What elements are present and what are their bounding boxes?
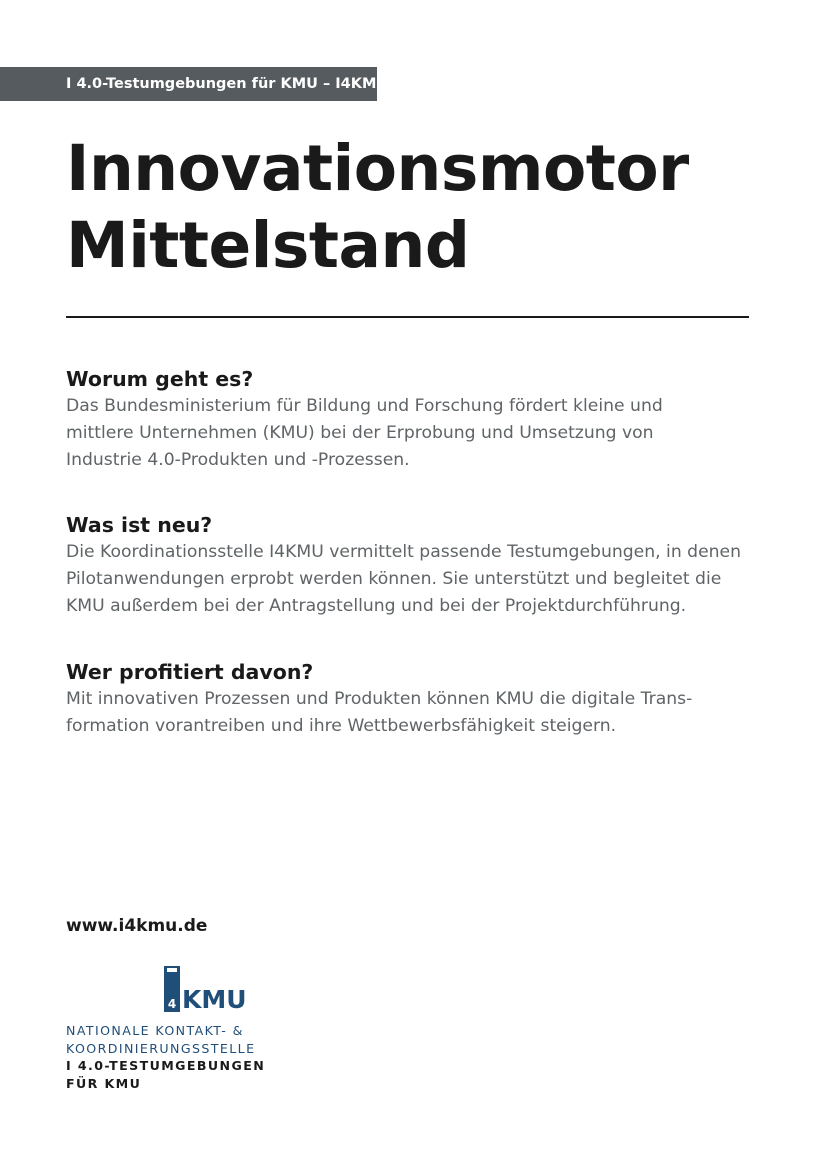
body-line: Das Bundesministerium für Bildung und Forschung fördert kleine und <box>66 396 663 416</box>
title-line-1: Innovationsmotor <box>66 132 689 205</box>
body-line: Pilotanwendungen erprobt werden können. Sie unterstützt und begleitet die <box>66 569 722 589</box>
body-line: Die Koordinationsstelle I4KMU vermittelt passende Testumgebungen, in denen <box>66 542 742 562</box>
section-neu <box>66 511 756 620</box>
body-line: mittlere Unternehmen (KMU) bei der Erprobung und Umsetzung von <box>66 423 654 443</box>
org-description <box>66 1022 265 1092</box>
section-worum <box>66 365 756 474</box>
section-heading: Was ist neu? <box>66 513 213 537</box>
page-title <box>66 130 689 284</box>
section-body <box>66 539 756 620</box>
org-line: NATIONALE KONTAKT- & <box>66 1023 244 1038</box>
org-line: I 4.0-TESTUMGEBUNGEN <box>66 1058 266 1073</box>
website-link[interactable]: www.i4kmu.de <box>66 916 208 936</box>
body-line: Mit innovativen Prozessen und Produkten können KMU die digitale Trans- <box>66 689 693 709</box>
logo-mark-number: 4 <box>167 997 177 1011</box>
header-tag: I 4.0-Testumgebungen für KMU – I4KMU <box>0 67 377 101</box>
i4-logo-mark-icon <box>164 966 180 1012</box>
logo-text: KMU <box>182 985 247 1014</box>
body-line: formation vorantreiben und ihre Wettbewerbsfähigkeit steigern. <box>66 716 617 736</box>
body-line: Industrie 4.0-Produkten und -Prozessen. <box>66 450 410 470</box>
section-body <box>66 686 756 740</box>
i4kmu-logo <box>164 964 247 1012</box>
section-body <box>66 393 756 474</box>
org-line: FÜR KMU <box>66 1075 142 1091</box>
section-heading: Wer profitiert davon? <box>66 660 314 684</box>
org-line: KOORDINIERUNGSSTELLE <box>66 1040 256 1056</box>
section-profitiert <box>66 658 756 740</box>
body-line: KMU außerdem bei der Antragstellung und bei der Projektdurchführung. <box>66 596 687 616</box>
section-heading: Worum geht es? <box>66 367 254 391</box>
divider <box>66 316 749 318</box>
title-line-2: Mittelstand <box>66 209 470 282</box>
